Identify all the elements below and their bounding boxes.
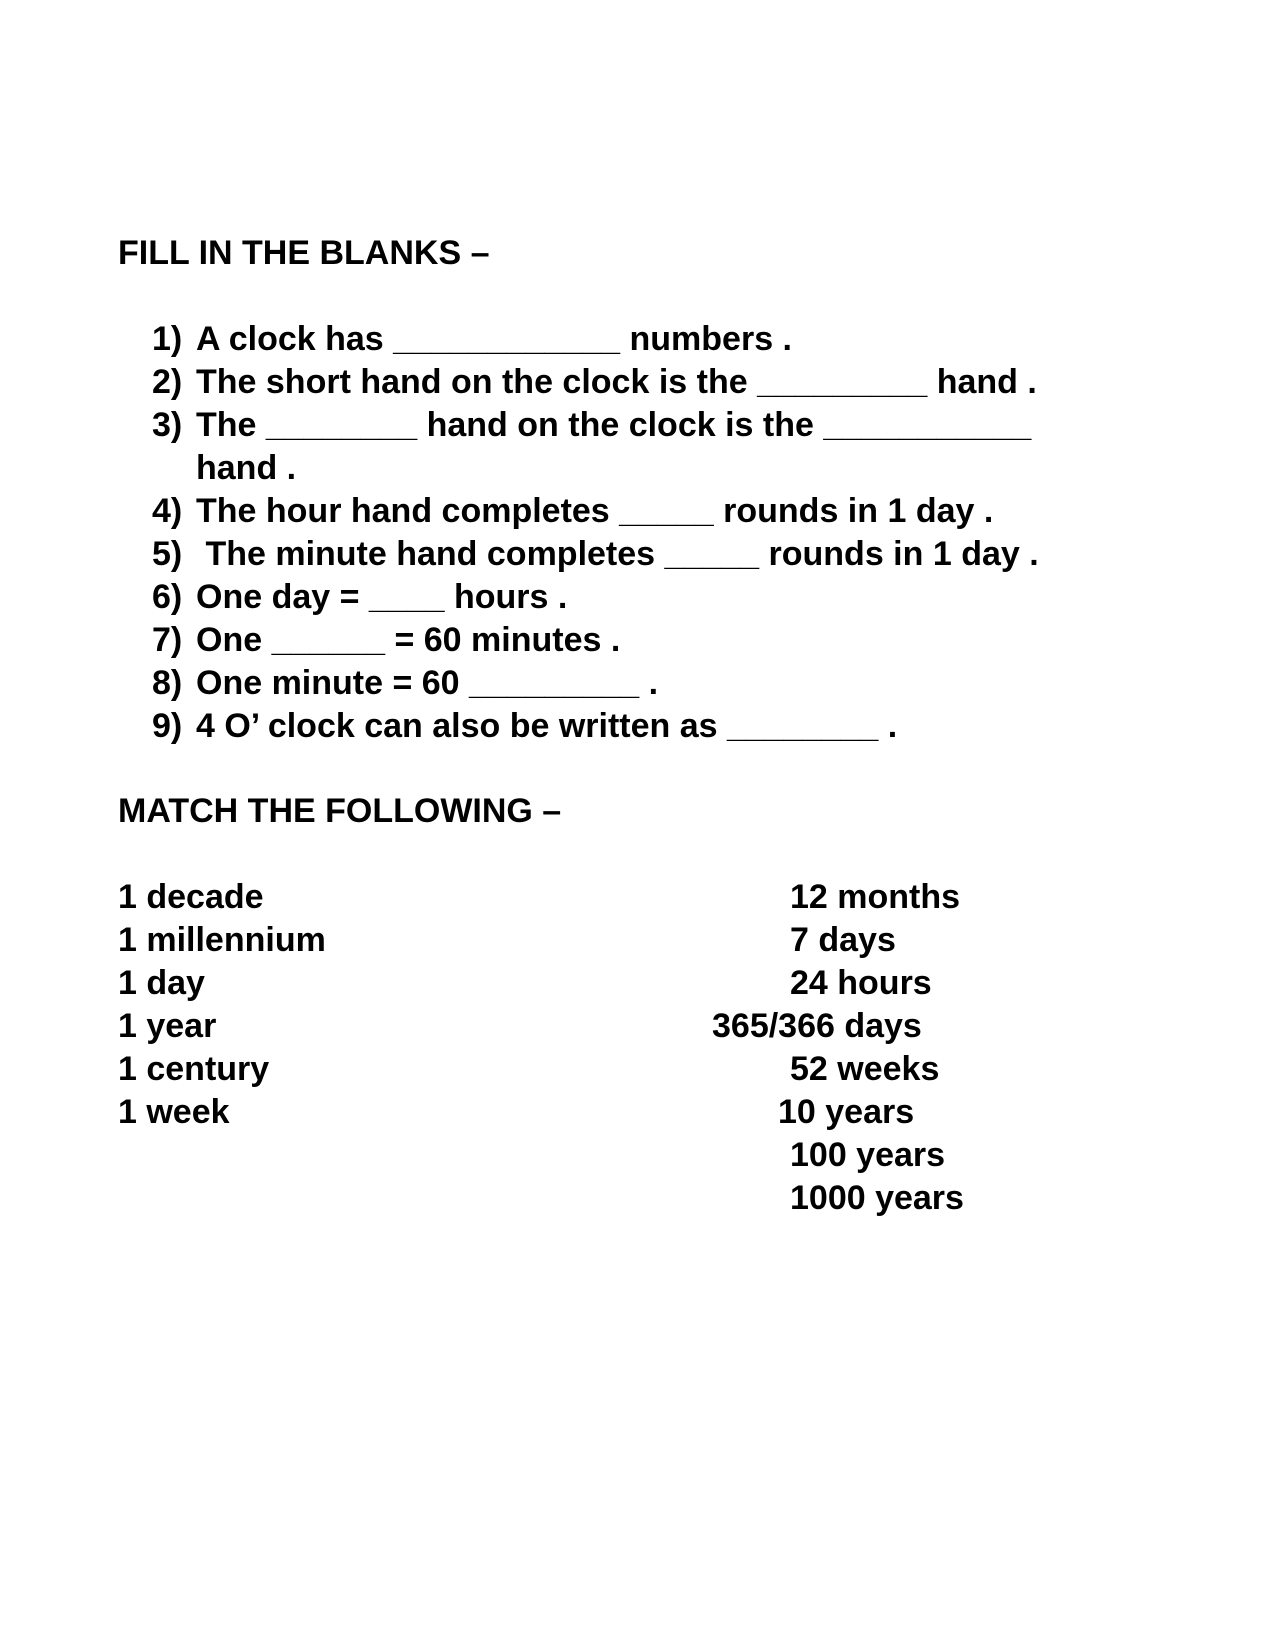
- item-text: 4 O’ clock can also be written as ________ .: [196, 707, 898, 745]
- list-item: [152, 576, 1162, 619]
- item-text: One ______ = 60 minutes .: [196, 621, 621, 659]
- match-right-item: 52 weeks: [790, 1050, 940, 1088]
- item-number: 8): [152, 664, 183, 702]
- match-right-item: 7 days: [790, 921, 896, 959]
- match-the-following-heading: MATCH THE FOLLOWING –: [118, 792, 562, 830]
- match-right-item: 12 months: [790, 878, 961, 916]
- list-item: [152, 533, 1162, 576]
- match-left-item: 1 century: [118, 1050, 270, 1088]
- match-left-item: 1 week: [118, 1093, 230, 1131]
- match-right-item: 24 hours: [790, 964, 932, 1002]
- item-number: 7): [152, 621, 183, 659]
- match-left-item: 1 decade: [118, 878, 264, 916]
- item-text: The hour hand completes _____ rounds in 1 day .: [196, 492, 994, 530]
- item-text: The ________ hand on the clock is the ___________ hand .: [196, 406, 1041, 487]
- match-right-item: 10 years: [778, 1093, 915, 1131]
- item-number: 6): [152, 578, 183, 616]
- item-text: The minute hand completes _____ rounds in 1 day .: [196, 535, 1039, 573]
- list-item: [152, 490, 1162, 533]
- fill-in-the-blanks-heading: FILL IN THE BLANKS –: [118, 234, 490, 272]
- item-text: One day = ____ hours .: [196, 578, 568, 616]
- item-number: 2): [152, 363, 183, 401]
- item-number: 4): [152, 492, 183, 530]
- item-number: 9): [152, 707, 183, 745]
- match-left-column: [118, 876, 326, 1134]
- match-left-item: 1 millennium: [118, 921, 326, 959]
- list-item: [152, 662, 1162, 705]
- list-item: [152, 705, 1162, 748]
- match-right-item: 1000 years: [790, 1179, 964, 1217]
- item-text: The short hand on the clock is the _________ hand .: [196, 363, 1037, 401]
- item-number: 3): [152, 406, 183, 444]
- match-right-item: 365/366 days: [712, 1007, 922, 1045]
- list-item: [152, 619, 1162, 662]
- item-number: 5): [152, 535, 183, 573]
- list-item: [152, 404, 1162, 490]
- list-item: [152, 361, 1162, 404]
- fill-in-the-blanks-list: [152, 318, 1162, 748]
- match-left-item: 1 day: [118, 964, 205, 1002]
- item-number: 1): [152, 320, 183, 358]
- item-text: A clock has ____________ numbers .: [196, 320, 792, 358]
- match-right-column: [700, 876, 1000, 1220]
- item-text: One minute = 60 _________ .: [196, 664, 659, 702]
- match-right-item: 100 years: [790, 1136, 946, 1174]
- match-left-item: 1 year: [118, 1007, 217, 1045]
- list-item: [152, 318, 1162, 361]
